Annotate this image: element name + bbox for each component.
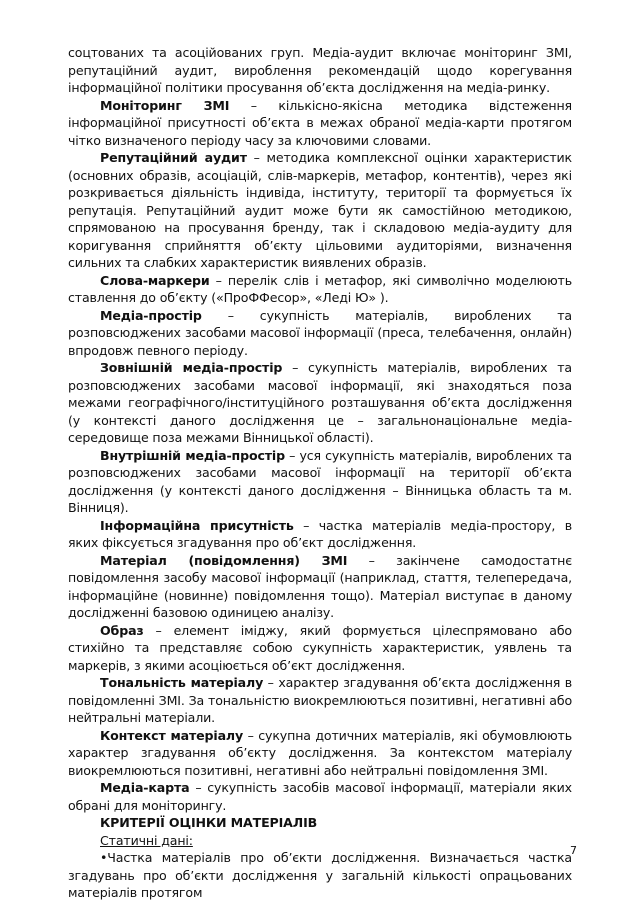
definition-text: – частка матеріалів медіа-простору, в яких фіксується згадування про об’єкт дослідження.: [68, 517, 573, 550]
definition-paragraph: [68, 149, 572, 272]
definition-term: Слова-маркери: [100, 272, 210, 288]
bullet-paragraph: •Частка матеріалів про об’єкти дослідження. Визначається частка згадувань про об’єкти дослідження у загальній кількості опрацьованих матеріалів протягом: [68, 850, 572, 900]
definition-paragraph: [68, 447, 572, 517]
document-body: [68, 44, 572, 902]
definition-text: – сукупність засобів масової інформації, матеріали яких обрані для моніторингу.: [68, 780, 572, 813]
definition-text: – елемент іміджу, який формується цілеспрямовано або стихійно та представляє собою сукупність характеристик, уявлень та маркерів, з якими асоціюється об’єкт дослідження.: [68, 622, 572, 673]
section-subheading: Статичні дані:: [100, 832, 193, 848]
definition-term: Матеріал (повідомлення) ЗМІ: [100, 552, 348, 568]
definition-paragraph: [68, 674, 572, 727]
definition-paragraph: [68, 359, 572, 447]
definition-term: Внутрішній медіа-простір: [100, 447, 285, 463]
definition-text: – характер згадування об’єкта дослідження в повідомленні ЗМІ. За тональністю виокремлюються позитивні, негативні або нейтральні матеріали.: [68, 675, 572, 725]
definition-term: Контекст матеріалу: [100, 727, 244, 743]
definition-term: Тональність матеріалу: [100, 675, 264, 690]
definition-term: Моніторинг ЗМІ: [100, 97, 230, 113]
definition-text: – перелік слів і метафор, які символічно моделюють ставлення до об’єкту («ПроФФесор», «Леді Ю» ).: [68, 272, 572, 305]
definition-text: – уся сукупність матеріалів, вироблених та розповсюджених засобами масової інформації на території об’єкта дослідження (у контексті даного дослідження – Вінницька область та м. Вінниця).: [68, 447, 573, 515]
definition-term: Медіа-карта: [100, 780, 190, 795]
page-number: 7: [570, 844, 577, 857]
section-heading: КРИТЕРІЇ ОЦІНКИ МАТЕРІАЛІВ: [100, 815, 318, 830]
definition-text: – сукупна дотичних матеріалів, які обумовлюють характер згадування об’єкту дослідження. За контекстом матеріалу виокремлюються позитивні, негативні або нейтральні повідомлення ЗМІ.: [68, 727, 572, 778]
definition-paragraph: [68, 517, 572, 552]
definition-term: Медіа-простір: [100, 307, 202, 323]
definition-paragraph: [68, 779, 572, 814]
definition-paragraph: [68, 727, 572, 780]
definition-text: – сукупність матеріалів, вироблених та розповсюджених засобами масової інформації (преса, телебачення, онлайн) впродовж певного періоду.: [68, 307, 572, 358]
definition-term: Образ: [100, 622, 144, 638]
definition-text: – кількісно-якісна методика відстеження інформаційної присутності об’єкта в межах обраної медіа-карти протягом чітко визначеного періоду часу за ключовими словами.: [68, 97, 572, 148]
definition-paragraph: [68, 307, 572, 360]
definition-text: – методика комплексної оцінки характеристик (основних образів, асоціацій, слів-маркерів, метафор, контентів), через які розкривається діяльність індивіда, інституту, території та формується їх репутація. Репутаційний аудит може бути як самостійною методикою, спрямованою на просування бренду, так і складовою медіа-аудиту для коригування сприйняття об’єкту цільовими аудиторіями, визначення сильних та слабких характеристик виявлених образів.: [68, 150, 572, 270]
definition-paragraph: [68, 272, 572, 307]
definition-paragraph: [68, 552, 572, 622]
definition-paragraph: [68, 97, 572, 150]
definition-text: – закінчене самодостатнє повідомлення засобу масової інформації (наприклад, стаття, телепередача, інформаційне (новинне) повідомлення тощо). Матеріал виступає в даному дослідженні базовою одиницею аналізу.: [68, 552, 572, 620]
definition-text: – сукупність матеріалів, вироблених та розповсюджених засобами масової інформації, які знаходяться поза межами географічного/інституційного розташування об’єкта дослідження (у контексті даного дослідження це – загальнонаціональне медіа-середовище поза межами Вінницької області).: [68, 360, 572, 445]
intro-paragraph: соцтованих та асоційованих груп. Медіа-аудит включає моніторинг ЗМІ, репутаційний аудит, вироблення рекомендацій щодо корегування інформаційної політики просування об’єкта дослідження на медіа-ринку.: [68, 45, 572, 95]
definition-paragraph: [68, 622, 572, 675]
definition-term: Інформаційна присутність: [100, 517, 294, 533]
definition-term: Зовнішній медіа-простір: [100, 360, 283, 375]
definition-term: Репутаційний аудит: [100, 150, 247, 165]
